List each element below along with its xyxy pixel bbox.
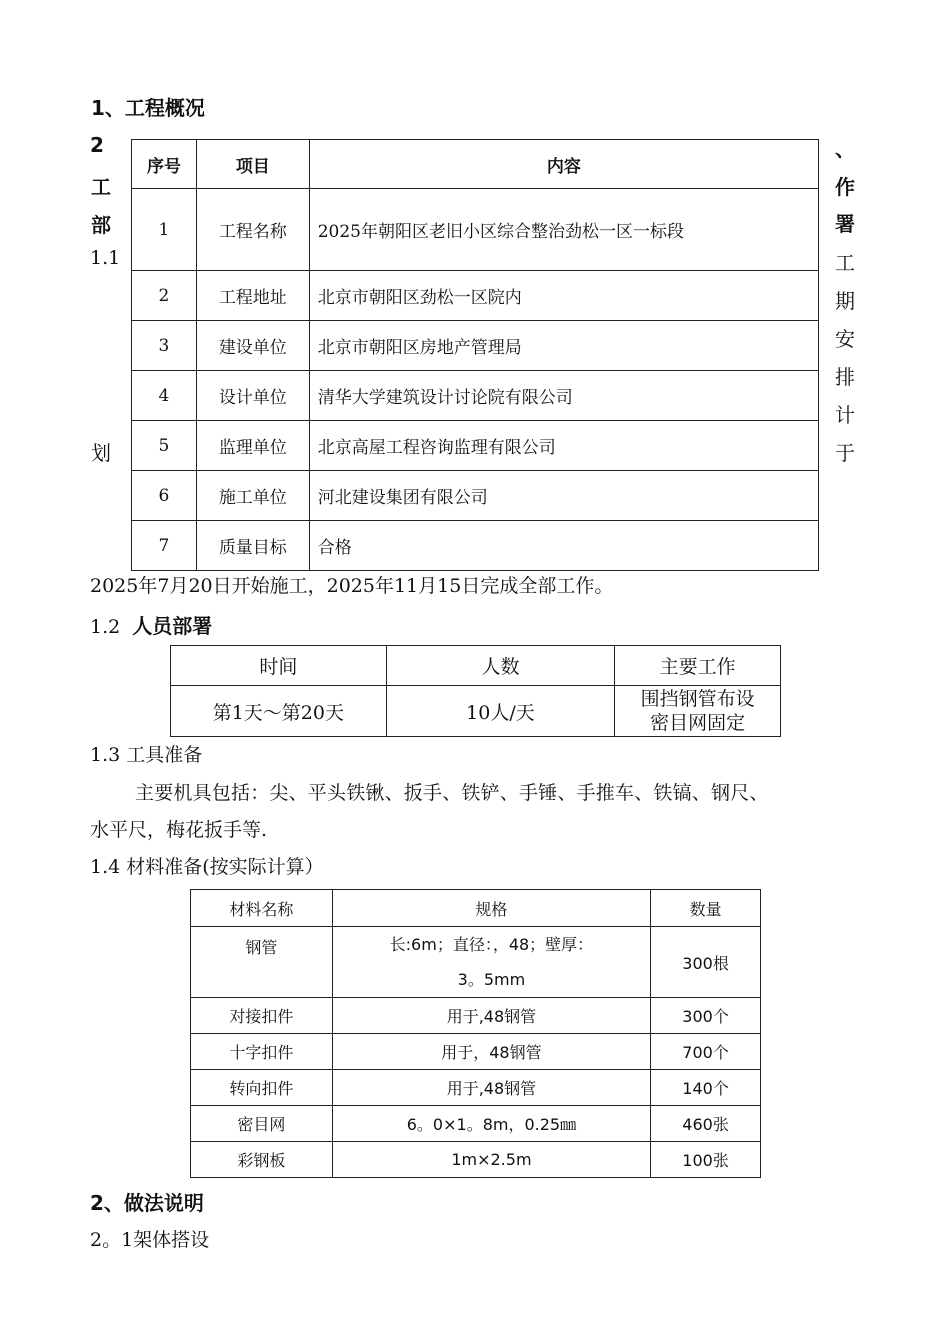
table-cell: 700个	[651, 1034, 761, 1070]
table-cell: 用于，48钢管	[332, 1034, 650, 1070]
section-1-4-heading: 1.4 材料准备(按实际计算）	[90, 856, 324, 878]
table-row	[132, 271, 819, 321]
table-cell: 4	[132, 371, 197, 421]
work-line: 密目网固定	[650, 712, 746, 734]
right-column-char: 工	[835, 251, 855, 275]
section-2-1-heading: 2。1架体搭设	[90, 1229, 210, 1251]
header-cell: 序号	[132, 140, 197, 189]
table-cell: 设计单位	[196, 371, 309, 421]
left-column-char: 部	[91, 213, 111, 237]
table-cell: 转向扣件	[191, 1070, 333, 1106]
table-cell: 用于,48钢管	[332, 1070, 650, 1106]
right-column-char: 署	[835, 212, 855, 236]
right-column-char: 排	[835, 365, 855, 389]
schedule-text: 2025年7月20日开始施工，2025年11月15日完成全部工作。	[90, 575, 614, 597]
table-cell: 监理单位	[196, 421, 309, 471]
table-row	[191, 1070, 761, 1106]
table-cell: 钢管	[191, 927, 333, 998]
table-row	[191, 1142, 761, 1178]
table-cell: 北京高屋工程咨询监理有限公司	[309, 421, 818, 471]
left-column-char: 划	[91, 441, 111, 465]
table-row	[191, 1034, 761, 1070]
table-cell: 北京市朝阳区劲松一区院内	[309, 271, 818, 321]
table-header-row	[191, 890, 761, 927]
section-1-3-heading: 1.3 工具准备	[90, 744, 203, 766]
table-cell: 密目网	[191, 1106, 333, 1142]
staff-deployment-table	[170, 645, 781, 737]
table-cell: 质量目标	[196, 521, 309, 571]
right-column-char: 计	[835, 403, 855, 427]
table-cell: 建设单位	[196, 321, 309, 371]
left-column-char: 工	[91, 175, 111, 199]
table-row	[132, 521, 819, 571]
table-cell: 用于,48钢管	[332, 998, 650, 1034]
table-cell: 工程名称	[196, 189, 309, 271]
table-cell: 彩钢板	[191, 1142, 333, 1178]
right-column-char: 作	[835, 175, 855, 199]
tools-paragraph-line: 水平尺，梅花扳手等.	[90, 819, 268, 841]
table-cell: 100张	[651, 1142, 761, 1178]
table-cell: 3	[132, 321, 197, 371]
table-row	[191, 1106, 761, 1142]
section-title: 人员部署	[132, 614, 213, 638]
section-number: 1.2	[90, 616, 121, 638]
section-1-2-heading	[90, 610, 212, 639]
section-2-heading: 2、做法说明	[90, 1191, 204, 1215]
table-cell: 10人/天	[386, 686, 615, 737]
table-row	[132, 321, 819, 371]
table-cell: 清华大学建筑设计讨论院有限公司	[309, 371, 818, 421]
table-cell: 5	[132, 421, 197, 471]
header-cell: 材料名称	[191, 890, 333, 927]
table-row	[191, 998, 761, 1034]
table-row	[191, 927, 761, 998]
table-cell: 第1天～第20天	[171, 686, 387, 737]
table-cell: 140个	[651, 1070, 761, 1106]
table-row	[132, 189, 819, 271]
header-cell: 主要工作	[615, 646, 781, 686]
section-1-heading: 1、工程概况	[91, 96, 205, 120]
table-cell: 工程地址	[196, 271, 309, 321]
table-cell: 2025年朝阳区老旧小区综合整治劲松一区一标段	[309, 189, 818, 271]
project-overview-table	[131, 139, 819, 571]
table-row	[132, 471, 819, 521]
spec-line: 长:6m；直径：，48；壁厚：	[389, 935, 594, 954]
table-cell: 合格	[309, 521, 818, 571]
table-cell: 300个	[651, 998, 761, 1034]
header-cell: 数量	[651, 890, 761, 927]
table-cell	[332, 927, 650, 998]
table-row	[132, 371, 819, 421]
table-header-row	[171, 646, 781, 686]
table-cell: 7	[132, 521, 197, 571]
header-cell: 内容	[309, 140, 818, 189]
tools-paragraph-line: 主要机具包括：尖、平头铁锹、扳手、铁铲、手锤、手推车、铁镐、钢尺、	[135, 782, 769, 804]
table-cell: 6。0×1。8m，0.25㎜	[332, 1106, 650, 1142]
header-cell: 时间	[171, 646, 387, 686]
materials-table	[190, 889, 761, 1178]
table-cell: 北京市朝阳区房地产管理局	[309, 321, 818, 371]
right-column-char: 安	[835, 327, 855, 351]
table-row	[171, 686, 781, 737]
table-header-row	[132, 140, 819, 189]
header-cell: 规格	[332, 890, 650, 927]
left-column-char: 1.1	[90, 247, 121, 269]
table-cell: 十字扣件	[191, 1034, 333, 1070]
right-column-char: 、	[835, 137, 855, 161]
header-cell: 项目	[196, 140, 309, 189]
right-column-char: 于	[835, 441, 855, 465]
table-cell: 1m×2.5m	[332, 1142, 650, 1178]
table-cell: 300根	[651, 927, 761, 998]
table-cell: 460张	[651, 1106, 761, 1142]
table-row	[132, 421, 819, 471]
work-line: 围挡钢管布设	[640, 688, 755, 710]
table-cell: 2	[132, 271, 197, 321]
table-cell: 1	[132, 189, 197, 271]
left-column-char: 2	[90, 133, 104, 157]
table-cell: 6	[132, 471, 197, 521]
spec-line: 3。5mm	[457, 970, 526, 989]
table-cell: 施工单位	[196, 471, 309, 521]
header-cell: 人数	[386, 646, 615, 686]
table-cell: 河北建设集团有限公司	[309, 471, 818, 521]
table-cell: 对接扣件	[191, 998, 333, 1034]
table-cell	[615, 686, 781, 737]
right-column-char: 期	[835, 289, 855, 313]
